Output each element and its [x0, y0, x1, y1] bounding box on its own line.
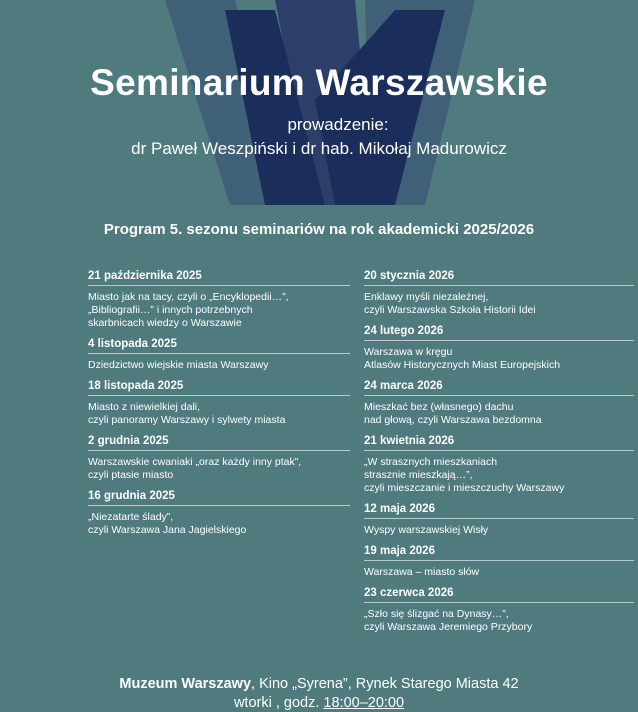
venue-line	[0, 676, 638, 692]
venue-name: Muzeum Warszawy	[119, 676, 252, 692]
time-prefix: wtorki , godz.	[233, 695, 324, 711]
schedule-column-right	[364, 270, 634, 642]
schedule-column-left	[88, 270, 350, 545]
venue-address: , Kino „Syrena”, Rynek Starego Miasta 42	[251, 676, 519, 692]
entry-topic: Warszawa w kręgu Atlasów Historycznych Miast Europejskich	[364, 346, 561, 371]
entry-date: 24 marca 2026	[364, 380, 634, 396]
entry-date: 21 października 2025	[88, 270, 350, 286]
entry-date: 18 listopada 2025	[88, 380, 350, 396]
schedule-entry	[364, 325, 634, 372]
schedule-entry	[364, 270, 634, 317]
schedule-entry	[364, 503, 634, 537]
schedule-entry	[364, 380, 634, 427]
schedule-entry	[88, 338, 350, 372]
entry-date: 24 lutego 2026	[364, 325, 634, 341]
schedule-entry	[364, 435, 634, 495]
entry-topic: Warszawa – miasto słów	[364, 566, 480, 578]
entry-topic: Wyspy warszawskiej Wisły	[364, 524, 489, 536]
schedule-entry	[88, 490, 350, 537]
lead-label: prowadzenie:	[287, 115, 389, 134]
entry-date: 23 czerwca 2026	[364, 587, 634, 603]
entry-date: 2 grudnia 2025	[88, 435, 350, 451]
time-line	[0, 695, 638, 711]
schedule-entry	[364, 545, 634, 579]
entry-topic: Miasto z niewielkiej dali, czyli panoramy Warszawy i sylwety miasta	[88, 401, 286, 426]
schedule-entry	[88, 380, 350, 427]
entry-topic: Miasto jak na tacy, czyli o „Encyklopedii…”, „Bibliografii…” i innych potrzebnych skarbnicach wiedzy o Warszawie	[88, 291, 289, 329]
entry-date: 20 stycznia 2026	[364, 270, 634, 286]
entry-topic: „Szło się ślizgać na Dynasy…”, czyli Warszawa Jeremiego Przybory	[364, 608, 533, 633]
schedule-entry	[88, 270, 350, 330]
entry-date: 19 maja 2026	[364, 545, 634, 561]
page-title: Seminarium Warszawskie	[90, 62, 548, 103]
entry-topic: Warszawskie cwaniaki „oraz każdy inny ptak”, czyli ptasie miasto	[88, 456, 302, 481]
entry-date: 16 grudnia 2025	[88, 490, 350, 506]
entry-topic: „Niezatarte ślady”, czyli Warszawa Jana Jagielskiego	[88, 511, 247, 536]
schedule-entry	[88, 435, 350, 482]
entry-date: 21 kwietnia 2026	[364, 435, 634, 451]
entry-topic: „W strasznych mieszkaniach strasznie mieszkają…”, czyli mieszczanie i mieszczuchy Warszawy	[364, 456, 565, 494]
entry-topic: Dziedzictwo wiejskie miasta Warszawy	[88, 359, 269, 371]
entry-date: 12 maja 2026	[364, 503, 634, 519]
entry-date: 4 listopada 2025	[88, 338, 350, 354]
program-title: Program 5. sezonu seminariów na rok akademicki 2025/2026	[103, 221, 535, 238]
schedule-entry	[364, 587, 634, 634]
leaders-names: dr Paweł Weszpiński i dr hab. Mikołaj Madurowicz	[131, 139, 507, 158]
entry-topic: Enklawy myśli niezależnej, czyli Warszawska Szkoła Historii Idei	[364, 291, 536, 316]
entry-topic: Mieszkać bez (własnego) dachu nad głową, czyli Warszawa bezdomna	[364, 401, 542, 426]
time-value: 18:00–20:00	[323, 695, 405, 711]
